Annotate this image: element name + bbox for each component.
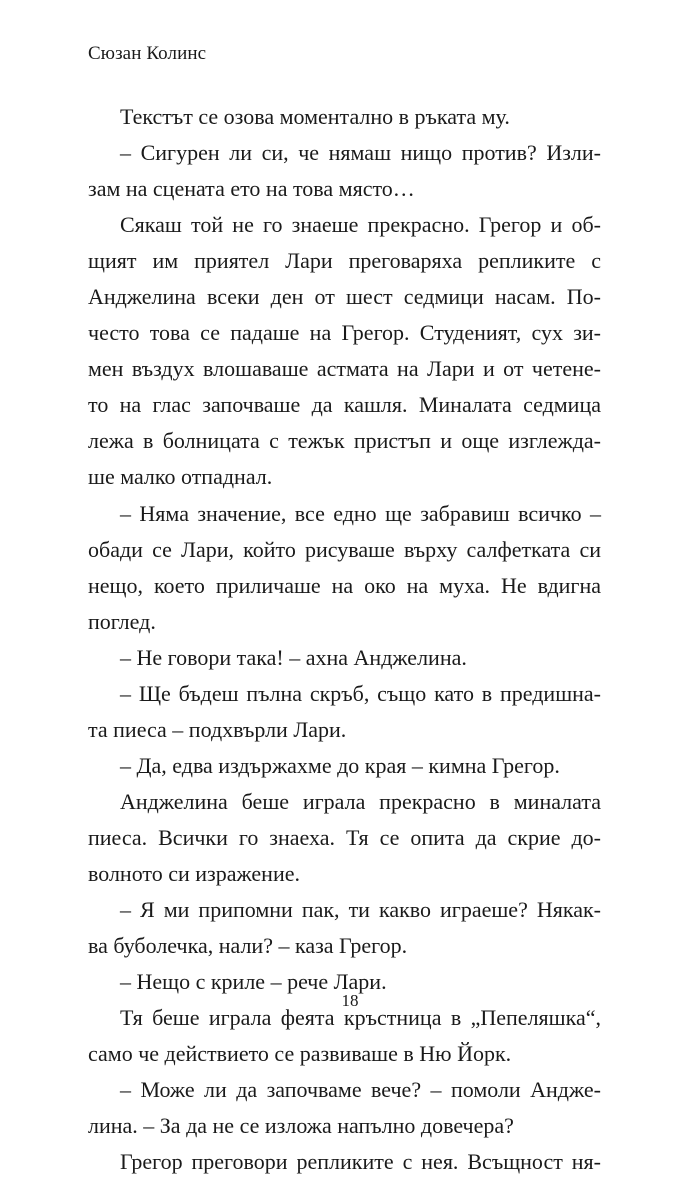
text-line: лежа в болницата с тежък пристъп и още изглежда-: [88, 428, 601, 454]
text-line: Сякаш той не го знаеше прекрасно. Грегор и об-: [120, 212, 601, 238]
text-line: Текстът се озова моментално в ръката му.: [120, 104, 510, 129]
text-line: лина. – За да не се изложа напълно довечера?: [88, 1113, 514, 1139]
text-line: – Да, едва издържахме до края – кимна Грегор.: [120, 752, 560, 778]
text-line: волното си изражение.: [88, 860, 300, 886]
text-line: обади се Лари, който рисуваше върху салфетката си: [88, 536, 601, 562]
text-line: – Сигурен ли си, че нямаш нищо против? Изли-: [120, 140, 601, 166]
text-line: то на глас започваше да кашля. Миналата седмица: [88, 392, 601, 418]
text-line: – Я ми припомни пак, ти какво играеше? Някак-: [120, 897, 601, 923]
text-line: Анджелина беше играла прекрасно в миналата: [120, 788, 601, 814]
text-line: ше малко отпаднал.: [88, 464, 273, 490]
page-number: 18: [341, 991, 359, 1010]
text-line: мен въздух влошаваше астмата на Лари и от четене-: [88, 356, 601, 382]
text-line: ва буболечка, нали? – каза Грегор.: [88, 933, 408, 959]
text-line: често това се падаше на Грегор. Студеният, сух зи-: [88, 320, 601, 346]
text-line: пиеса. Всички го знаеха. Тя се опита да скрие до-: [88, 824, 601, 850]
text-line: – Няма значение, все едно ще забравиш всичко –: [120, 500, 601, 526]
text-line: само че действието се развиваше в Ню Йорк.: [88, 1041, 512, 1067]
text-line: Тя беше играла феята кръстница в „Пепеляшка“,: [120, 1005, 601, 1031]
text-line: поглед.: [88, 608, 156, 634]
text-line: – Нещо с криле – рече Лари.: [120, 969, 387, 995]
text-line: – Не говори така! – ахна Анджелина.: [120, 644, 467, 670]
text-line: щият им приятел Лари преговаряха репликите с: [88, 248, 601, 274]
text-line: нещо, което приличаше на око на муха. Не вдигна: [88, 572, 601, 598]
body-text: [88, 99, 601, 1180]
text-line: – Ще бъдеш пълна скръб, също като в предишна-: [120, 680, 601, 706]
text-line: зам на сцената ето на това място…: [88, 176, 415, 202]
text-line: Грегор преговори репликите с нея. Всъщност ня-: [120, 1149, 601, 1175]
text-line: та пиеса – подхвърли Лари.: [88, 716, 347, 742]
running-head-author: Сюзан Колинс: [88, 43, 207, 64]
text-line: – Може ли да започваме вече? – помоли Андже-: [120, 1077, 601, 1103]
text-line: Анджелина всеки ден от шест седмици насам. По-: [88, 284, 601, 310]
